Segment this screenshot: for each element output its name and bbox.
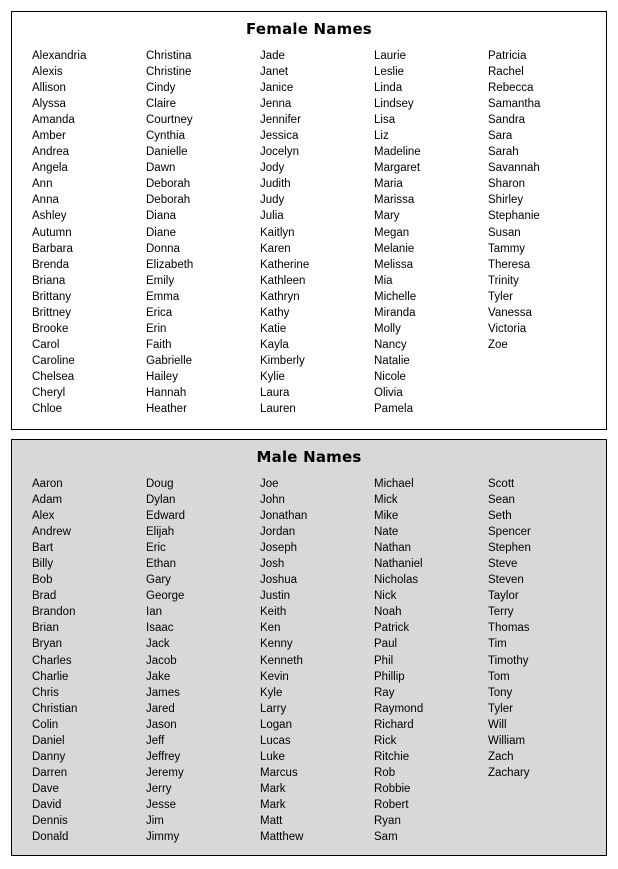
male-names-column bbox=[488, 476, 606, 845]
list-item: Victoria bbox=[488, 322, 527, 335]
list-item: Robbie bbox=[374, 782, 411, 795]
list-item: Margaret bbox=[374, 162, 421, 175]
list-item: Mary bbox=[374, 210, 400, 223]
list-item: Rebecca bbox=[488, 82, 534, 95]
list-item: Jocelyn bbox=[260, 146, 299, 159]
list-item: Nate bbox=[374, 526, 399, 539]
list-item: Leslie bbox=[374, 66, 405, 79]
list-item: Justin bbox=[260, 590, 291, 603]
list-item: Patrick bbox=[374, 622, 410, 635]
list-item: Brad bbox=[32, 590, 57, 603]
list-item: Andrew bbox=[32, 526, 71, 539]
list-item: Marissa bbox=[374, 194, 415, 207]
list-item: Anna bbox=[32, 194, 59, 207]
list-item: Cynthia bbox=[146, 130, 185, 143]
list-item: Shirley bbox=[488, 194, 524, 207]
list-item: Bob bbox=[32, 574, 53, 587]
list-item: Timothy bbox=[488, 654, 529, 667]
list-item: Savannah bbox=[488, 162, 540, 175]
list-item: Diana bbox=[146, 210, 177, 223]
list-item: Tyler bbox=[488, 702, 513, 715]
list-item: Chris bbox=[32, 686, 59, 699]
list-item: Daniel bbox=[32, 734, 65, 747]
list-item: Briana bbox=[32, 274, 66, 287]
female-names-column bbox=[260, 48, 374, 417]
list-item: Jacob bbox=[146, 654, 177, 667]
list-item: Jerry bbox=[146, 782, 172, 795]
list-item: Linda bbox=[374, 82, 403, 95]
list-item: Jimmy bbox=[146, 831, 180, 844]
list-item: Zoe bbox=[488, 338, 508, 351]
list-item: Joseph bbox=[260, 542, 298, 555]
list-item: Aaron bbox=[32, 478, 63, 490]
list-item: Julia bbox=[260, 210, 284, 223]
list-item: Kayla bbox=[260, 338, 289, 351]
list-item: Tammy bbox=[488, 242, 526, 255]
list-item: Heather bbox=[146, 403, 187, 416]
list-item: Charles bbox=[32, 654, 72, 667]
list-item: Barbara bbox=[32, 242, 73, 255]
list-item: Jennifer bbox=[260, 114, 301, 127]
list-item: Ritchie bbox=[374, 750, 410, 763]
list-item: Terry bbox=[488, 606, 514, 619]
list-item: George bbox=[146, 590, 185, 603]
list-item: Seth bbox=[488, 510, 512, 523]
list-item: Ryan bbox=[374, 814, 401, 827]
list-item: Matthew bbox=[260, 831, 304, 844]
list-item: Rob bbox=[374, 766, 396, 779]
list-item: Sandra bbox=[488, 114, 526, 127]
list-item: Rachel bbox=[488, 66, 524, 79]
list-item: Madeline bbox=[374, 146, 421, 159]
list-item: Elijah bbox=[146, 526, 175, 539]
list-item: Karen bbox=[260, 242, 291, 255]
female-names-title: Female Names bbox=[246, 20, 372, 38]
list-item: Zachary bbox=[488, 766, 530, 779]
list-item: William bbox=[488, 734, 526, 747]
list-item: Allison bbox=[32, 82, 66, 95]
list-item: Paul bbox=[374, 638, 398, 651]
list-item: Katie bbox=[260, 322, 287, 335]
list-item: Sarah bbox=[488, 146, 519, 159]
list-item: Jim bbox=[146, 814, 164, 827]
list-item: Billy bbox=[32, 558, 54, 571]
list-item: Patricia bbox=[488, 50, 527, 62]
list-item: Deborah bbox=[146, 178, 191, 191]
list-item: Nancy bbox=[374, 338, 407, 351]
list-item: Colin bbox=[32, 718, 59, 731]
list-item: Lauren bbox=[260, 403, 296, 416]
list-item: Mike bbox=[374, 510, 399, 523]
list-item: Kevin bbox=[260, 670, 289, 683]
list-item: Charlie bbox=[32, 670, 69, 683]
list-item: Miranda bbox=[374, 306, 416, 319]
list-item: Zach bbox=[488, 750, 514, 763]
female-names-panel bbox=[11, 11, 607, 430]
list-item: Ashley bbox=[32, 210, 67, 223]
list-item: Isaac bbox=[146, 622, 174, 635]
list-item: Jared bbox=[146, 702, 175, 715]
list-item: Kimberly bbox=[260, 354, 305, 367]
list-item: Nathan bbox=[374, 542, 412, 555]
list-item: Erin bbox=[146, 322, 167, 335]
list-item: Rick bbox=[374, 734, 397, 747]
list-item: Mick bbox=[374, 494, 398, 507]
list-item: Noah bbox=[374, 606, 402, 619]
list-item: Maria bbox=[374, 178, 403, 191]
list-item: Bart bbox=[32, 542, 54, 555]
list-item: Megan bbox=[374, 226, 410, 239]
list-item: Amanda bbox=[32, 114, 75, 127]
list-item: Brooke bbox=[32, 322, 69, 335]
list-item: Jeremy bbox=[146, 766, 184, 779]
list-item: Tom bbox=[488, 670, 510, 683]
list-item: Faith bbox=[146, 338, 172, 351]
list-item: Stephen bbox=[488, 542, 531, 555]
list-item: Natalie bbox=[374, 354, 410, 367]
list-item: Kenneth bbox=[260, 654, 303, 667]
list-item: Emma bbox=[146, 290, 180, 303]
list-item: Samantha bbox=[488, 98, 541, 111]
list-item: Judith bbox=[260, 178, 291, 191]
list-item: Marcus bbox=[260, 766, 298, 779]
list-item: Vanessa bbox=[488, 306, 532, 319]
list-item: Lindsey bbox=[374, 98, 414, 111]
list-item: Jenna bbox=[260, 98, 292, 111]
list-item: Erica bbox=[146, 306, 173, 319]
list-item: Raymond bbox=[374, 702, 424, 715]
list-item: Jeff bbox=[146, 734, 165, 747]
female-names-column bbox=[146, 48, 260, 417]
list-item: Adam bbox=[32, 494, 63, 507]
male-names-columns bbox=[12, 476, 606, 845]
list-item: Gabrielle bbox=[146, 354, 193, 367]
list-item: Gary bbox=[146, 574, 171, 587]
list-item: Dylan bbox=[146, 494, 176, 507]
list-item: Sharon bbox=[488, 178, 526, 191]
list-item: Emily bbox=[146, 274, 175, 287]
list-item: Nicholas bbox=[374, 574, 419, 587]
list-item: Brian bbox=[32, 622, 59, 635]
list-item: Alexandria bbox=[32, 50, 87, 62]
list-item: Janice bbox=[260, 82, 294, 95]
male-names-panel bbox=[11, 439, 607, 856]
list-item: Nathaniel bbox=[374, 558, 423, 571]
list-item: Mia bbox=[374, 274, 393, 287]
male-names-column bbox=[32, 476, 146, 845]
list-item: Angela bbox=[32, 162, 68, 175]
female-names-column bbox=[32, 48, 146, 417]
male-names-title: Male Names bbox=[256, 448, 362, 466]
list-item: Bryan bbox=[32, 638, 63, 651]
list-item: Courtney bbox=[146, 114, 193, 127]
list-item: Melissa bbox=[374, 258, 413, 271]
list-item: Steve bbox=[488, 558, 518, 571]
list-item: Autumn bbox=[32, 226, 72, 239]
list-item: Robert bbox=[374, 798, 409, 811]
list-item: Brenda bbox=[32, 258, 70, 271]
list-item: Phillip bbox=[374, 670, 405, 683]
female-names-columns bbox=[12, 48, 606, 417]
list-item: Kathryn bbox=[260, 290, 300, 303]
list-item: Josh bbox=[260, 558, 285, 571]
list-item: Edward bbox=[146, 510, 185, 523]
list-item: Olivia bbox=[374, 386, 403, 399]
list-item: Richard bbox=[374, 718, 414, 731]
male-names-column bbox=[260, 476, 374, 845]
list-item: John bbox=[260, 494, 285, 507]
list-item: Carol bbox=[32, 338, 60, 351]
list-item: Susan bbox=[488, 226, 521, 239]
list-item: Will bbox=[488, 718, 507, 731]
list-item: Darren bbox=[32, 766, 68, 779]
list-item: Jeffrey bbox=[146, 750, 181, 763]
list-item: Elizabeth bbox=[146, 258, 194, 271]
list-item: Liz bbox=[374, 130, 389, 143]
male-names-column bbox=[146, 476, 260, 845]
list-item: Jessica bbox=[260, 130, 299, 143]
list-item: Jordan bbox=[260, 526, 296, 539]
list-item: Dawn bbox=[146, 162, 176, 175]
list-item: Janet bbox=[260, 66, 289, 79]
list-item: Molly bbox=[374, 322, 401, 335]
list-item: Deborah bbox=[146, 194, 191, 207]
female-names-column bbox=[374, 48, 488, 417]
list-item: Michelle bbox=[374, 290, 417, 303]
list-item: Alex bbox=[32, 510, 55, 523]
list-item: Matt bbox=[260, 814, 283, 827]
list-item: Kaitlyn bbox=[260, 226, 295, 239]
list-item: Laura bbox=[260, 386, 290, 399]
list-item: Donna bbox=[146, 242, 180, 255]
list-item: Brandon bbox=[32, 606, 76, 619]
list-item: Ethan bbox=[146, 558, 177, 571]
list-item: Nicole bbox=[374, 370, 406, 383]
list-item: David bbox=[32, 798, 62, 811]
list-item: Michael bbox=[374, 478, 414, 490]
list-item: Stephanie bbox=[488, 210, 540, 223]
list-item: Lisa bbox=[374, 114, 396, 127]
list-item: Eric bbox=[146, 542, 166, 555]
list-item: Diane bbox=[146, 226, 177, 239]
list-item: Chelsea bbox=[32, 370, 75, 383]
list-item: Claire bbox=[146, 98, 177, 111]
list-item: Jade bbox=[260, 50, 285, 62]
list-item: Scott bbox=[488, 478, 515, 490]
list-item: Christina bbox=[146, 50, 192, 62]
list-item: Amber bbox=[32, 130, 66, 143]
list-item: Jesse bbox=[146, 798, 177, 811]
list-item: Hailey bbox=[146, 370, 178, 383]
list-item: Nick bbox=[374, 590, 397, 603]
list-item: Taylor bbox=[488, 590, 519, 603]
list-item: Chloe bbox=[32, 403, 63, 416]
list-item: Keith bbox=[260, 606, 287, 619]
list-item: Larry bbox=[260, 702, 287, 715]
list-item: Tim bbox=[488, 638, 507, 651]
list-item: Judy bbox=[260, 194, 285, 207]
list-item: Logan bbox=[260, 718, 292, 731]
list-item: Dennis bbox=[32, 814, 68, 827]
list-item: Ken bbox=[260, 622, 281, 635]
list-item: Brittney bbox=[32, 306, 71, 319]
list-item: Melanie bbox=[374, 242, 415, 255]
list-item: Brittany bbox=[32, 290, 71, 303]
list-item: Christian bbox=[32, 702, 78, 715]
male-names-column bbox=[374, 476, 488, 845]
list-item: Dave bbox=[32, 782, 59, 795]
list-item: Tyler bbox=[488, 290, 513, 303]
list-item: Ann bbox=[32, 178, 53, 191]
list-item: Laurie bbox=[374, 50, 406, 62]
list-item: Kyle bbox=[260, 686, 283, 699]
list-item: Sean bbox=[488, 494, 515, 507]
list-item: Thomas bbox=[488, 622, 530, 635]
list-item: Mark bbox=[260, 798, 286, 811]
list-item: James bbox=[146, 686, 180, 699]
list-item: Hannah bbox=[146, 386, 187, 399]
list-item: Mark bbox=[260, 782, 286, 795]
list-item: Christine bbox=[146, 66, 192, 79]
list-item: Phil bbox=[374, 654, 394, 667]
list-item: Jake bbox=[146, 670, 171, 683]
list-item: Kenny bbox=[260, 638, 293, 651]
list-item: Sara bbox=[488, 130, 513, 143]
list-item: Alexis bbox=[32, 66, 63, 79]
list-item: Ian bbox=[146, 606, 162, 619]
list-item: Kathy bbox=[260, 306, 290, 319]
list-item: Jody bbox=[260, 162, 285, 175]
list-item: Cindy bbox=[146, 82, 176, 95]
list-item: Jack bbox=[146, 638, 170, 651]
list-item: Kylie bbox=[260, 370, 285, 383]
list-item: Jason bbox=[146, 718, 177, 731]
list-item: Katherine bbox=[260, 258, 310, 271]
list-item: Joshua bbox=[260, 574, 298, 587]
female-names-column bbox=[488, 48, 606, 417]
list-item: Steven bbox=[488, 574, 524, 587]
list-item: Luke bbox=[260, 750, 285, 763]
list-item: Donald bbox=[32, 831, 69, 844]
list-item: Doug bbox=[146, 478, 174, 490]
list-item: Sam bbox=[374, 831, 398, 844]
list-item: Andrea bbox=[32, 146, 70, 159]
list-item: Jonathan bbox=[260, 510, 308, 523]
list-item: Kathleen bbox=[260, 274, 306, 287]
list-item: Caroline bbox=[32, 354, 75, 367]
list-item: Danny bbox=[32, 750, 66, 763]
list-item: Alyssa bbox=[32, 98, 66, 111]
list-item: Danielle bbox=[146, 146, 188, 159]
list-item: Cheryl bbox=[32, 386, 66, 399]
list-item: Joe bbox=[260, 478, 279, 490]
list-item: Theresa bbox=[488, 258, 531, 271]
list-item: Pamela bbox=[374, 403, 413, 416]
list-item: Lucas bbox=[260, 734, 291, 747]
list-item: Trinity bbox=[488, 274, 519, 287]
list-item: Spencer bbox=[488, 526, 531, 539]
list-item: Ray bbox=[374, 686, 395, 699]
list-item: Tony bbox=[488, 686, 513, 699]
